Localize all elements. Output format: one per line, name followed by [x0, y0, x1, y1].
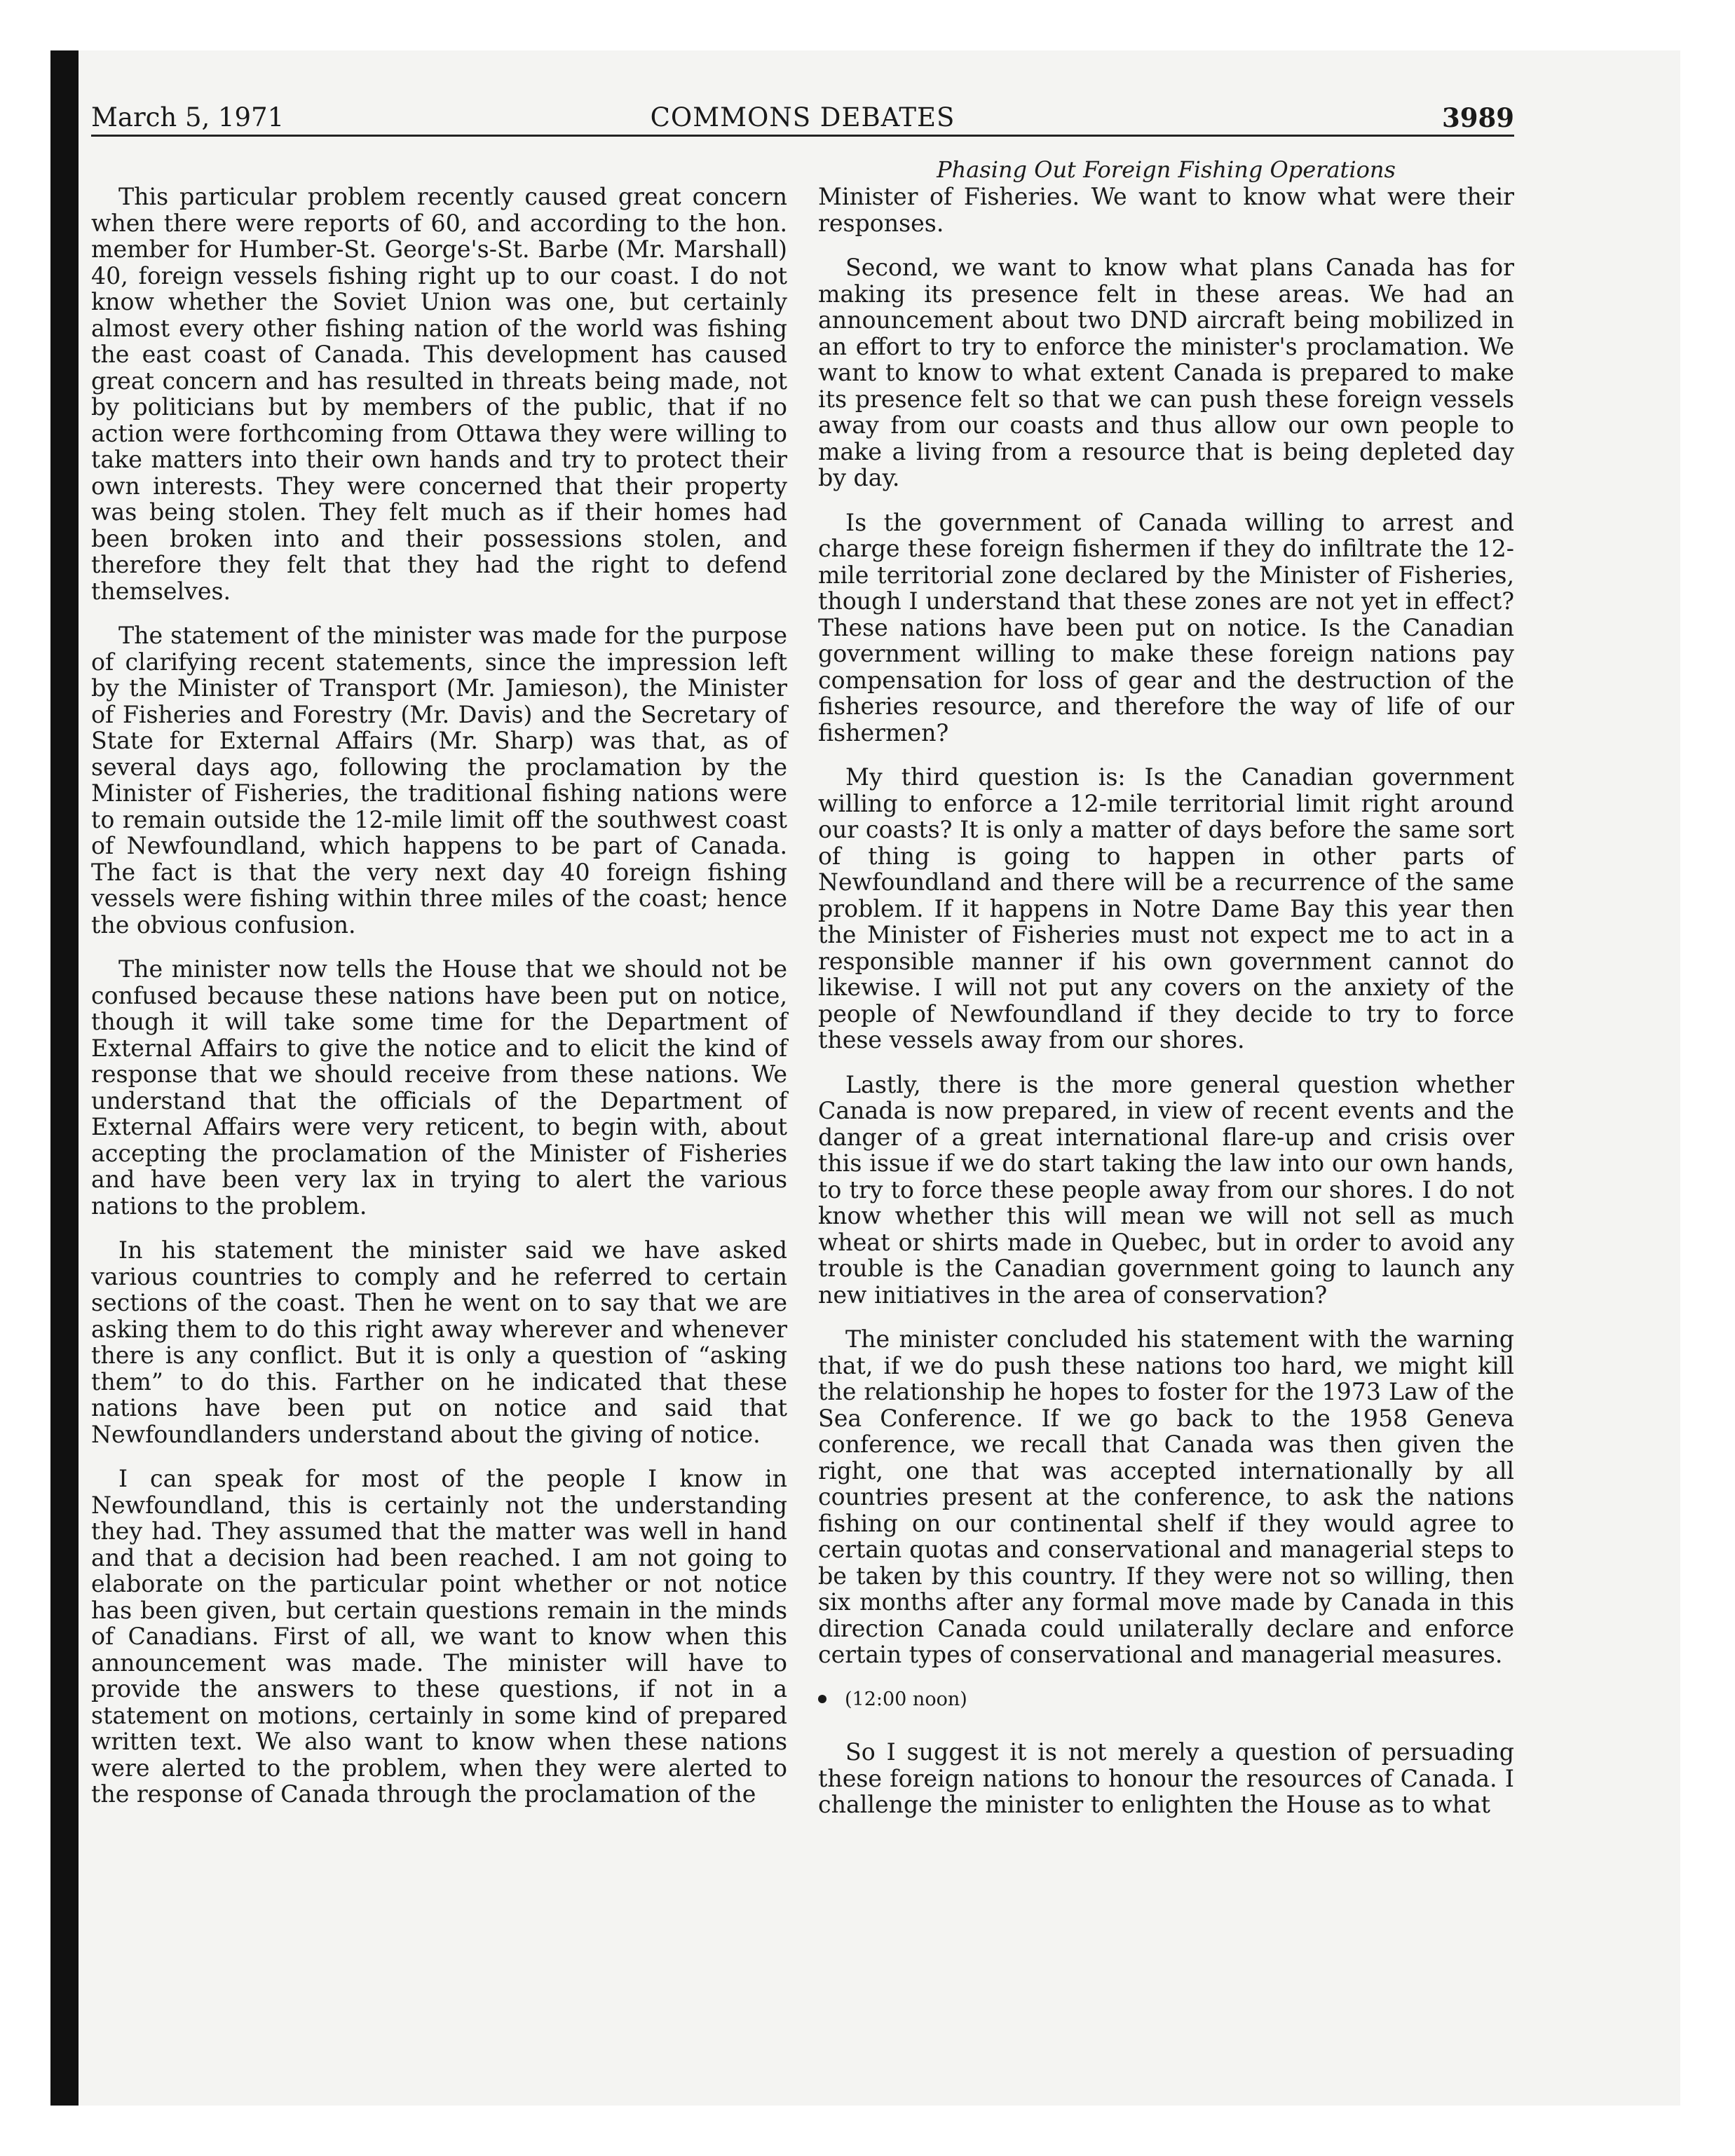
paragraph: Second, we want to know what plans Canada has for making its presence felt in these areas. We had an announcement about two DND aircraft being mobilized in an effort to try to enforce the minister's proclamation. We want to know to what extent Canada is prepared to make its presence felt so that we can push these foreign vessels away from our coasts and thus allow our own people to make a living from a resource that is being depleted day by day. [818, 254, 1514, 491]
scan-margin-top [0, 0, 1735, 50]
paragraph: Is the government of Canada willing to arrest and charge these foreign fishermen if they do infiltrate the 12-mile territorial zone declared by the Minister of Fisheries, though I understand that these zones are not yet in effect? These nations have been put on notice. Is the Canadian government willing to make these foreign nations pay compensation for loss of gear and the destruction of the fisheries resource, and therefore the way of life of our fishermen? [818, 508, 1514, 746]
time-marker [818, 1686, 1514, 1713]
scan-margin-bottom [0, 2106, 1735, 2156]
paragraph: The minister concluded his statement with the warning that, if we do push these nations too hard, we might kill the relationship he hopes to foster for the 1973 Law of the Sea Conference. If we go back to the 1958 Geneva conference, we recall that Canada was then given the right, one that was accepted internationally by all countries present at the conference, to ask the nations fishing on our continental shelf if they would agree to certain quotas and conservational and managerial steps to be taken by this country. If they were not so willing, then six months after any formal move made by Canada in this direction Canada could unilaterally declare and enforce certain types of conservational and managerial measures. [818, 1325, 1514, 1668]
time-stamp: (12:00 noon) [845, 1688, 967, 1710]
paragraph: I can speak for most of the people I know in Newfoundland, this is certainly not the understanding they had. They assumed that the matter was well in hand and that a decision had been reached. I am not going to elaborate on the particular point whether or not notice has been given, but certain questions remain in the minds of Canadians. First of all, we want to know when this announcement was made. The minister will have to provide the answers to these questions, if not in a statement on motions, certainly in some kind of prepared written text. We also want to know when these nations were alerted to the problem, when they were alerted to the response of Canada through the proclamation of the [91, 1465, 787, 1808]
header-page-number: 3989 [1442, 102, 1514, 133]
paragraph: So I suggest it is not merely a question of persuading these foreign nations to honour the resources of Canada. I challenge the minister to enlighten the House as to what [818, 1738, 1514, 1818]
paragraph: Lastly, there is the more general question whether Canada is now prepared, in view of recent events and the danger of a great international flare-up and crisis over this issue if we do start taking the law into our own hands, to try to force these people away from our shores. I do not know whether this will mean we will not sell as much wheat or shirts made in Quebec, but in order to avoid any trouble is the Canadian government going to launch any new initiatives in the area of conservation? [818, 1070, 1514, 1309]
paragraph: My third question is: Is the Canadian government willing to enforce a 12-mile territorial limit right around our coasts? It is only a matter of days before the same sort of thing is going to happen in other parts of Newfoundland and there will be a recurrence of the same problem. If it happens in Notre Dame Bay this year then the Minister of Fisheries must not expect me to act in a responsible manner if his own government cannot do likewise. I will not put any covers on the anxiety of the people of Newfoundland if they decide to try to force these vessels away from our shores. [818, 763, 1514, 1053]
paragraph-continued: Minister of Fisheries. We want to know what were their responses. [818, 183, 1514, 237]
header-publication: COMMONS DEBATES [650, 102, 955, 132]
running-head: Phasing Out Foreign Fishing Operations [937, 156, 1396, 183]
left-column [91, 184, 787, 1826]
page-header [91, 104, 1514, 137]
paragraph: In his statement the minister said we have asked various countries to comply and he referred to certain sections of the coast. Then he went on to say that we are asking them to do this right away wherever and whenever there is any conflict. But it is only a question of “asking them” to do this. Farther on he indicated that these nations have been put on notice and said that Newfoundlanders understand about the giving of notice. [91, 1236, 787, 1448]
bullet-icon [818, 1695, 826, 1703]
right-column [818, 184, 1514, 1836]
paragraph: The minister now tells the House that we should not be confused because these nations have been put on notice, though it will take some time for the Department of External Affairs to give the notice and to elicit the kind of response that we should receive from these nations. We understand that the officials of the Department of External Affairs were very reticent, to begin with, about accepting the proclamation of the Minister of Fisheries and have been very lax in trying to alert the various nations to the problem. [91, 955, 787, 1220]
scan-binding-edge [50, 50, 79, 2106]
paragraph: This particular problem recently caused great concern when there were reports of 60, and according to the hon. member for Humber-St. George's-St. Barbe (Mr. Marshall) 40, foreign vessels fishing right up to our coast. I do not know whether the Soviet Union was one, but certainly almost every other fishing nation of the world was fishing the east coast of Canada. This development has caused great concern and has resulted in threats being made, not by politicians but by members of the public, that if no action were forthcoming from Ottawa they were willing to take matters into their own hands and try to protect their own interests. They were concerned that their property was being stolen. They felt much as if their homes had been broken into and their possessions stolen, and therefore they felt that they had the right to defend themselves. [91, 183, 787, 605]
paragraph: The statement of the minister was made for the purpose of clarifying recent statements, since the impression left by the Minister of Transport (Mr. Jamieson), the Minister of Fisheries and Forestry (Mr. Davis) and the Secretary of State for External Affairs (Mr. Sharp) was that, as of several days ago, following the proclamation by the Minister of Fisheries, the traditional fishing nations were to remain outside the 12-mile limit off the southwest coast of Newfoundland, which happens to be part of Canada. The fact is that the very next day 40 foreign fishing vessels were fishing within three miles of the coast; hence the obvious confusion. [91, 622, 787, 939]
header-date: March 5, 1971 [91, 102, 285, 132]
